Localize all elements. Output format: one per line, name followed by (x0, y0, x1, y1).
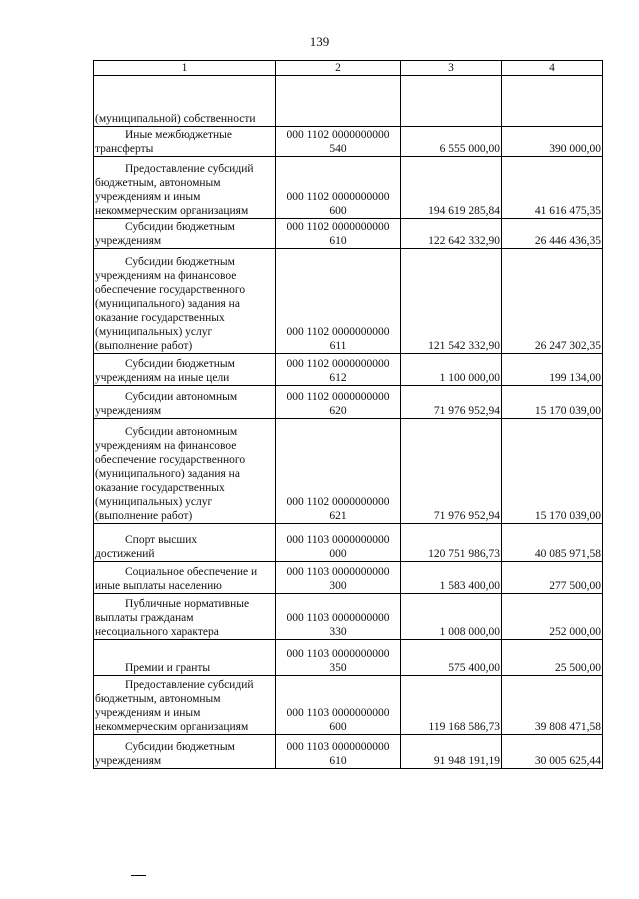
row-code-cell (276, 524, 401, 562)
row-value-col3 (401, 76, 502, 127)
row-name-line: учреждениям (95, 405, 162, 417)
row-name-line: бюджетным, автономным (95, 177, 221, 189)
row-code-cell (276, 127, 401, 157)
expense-type-code: 600 (329, 205, 347, 217)
table-row (94, 386, 603, 419)
row-name-line: несоциального характера (95, 626, 219, 638)
column-header-3: 3 (401, 61, 502, 76)
row-value-col4: 25 500,00 (502, 640, 603, 676)
expense-type-code: 610 (329, 755, 347, 767)
row-code-cell (276, 419, 401, 524)
row-value-col4: 30 005 625,44 (502, 735, 603, 769)
row-name-cell (94, 157, 276, 219)
table-row (94, 219, 603, 249)
row-value-col3: 194 619 285,84 (401, 157, 502, 219)
row-code-cell (276, 157, 401, 219)
expense-type-code: 000 (329, 548, 347, 560)
table-row (94, 524, 603, 562)
row-name-line: (выполнение работ) (95, 510, 193, 522)
row-name-cell (94, 562, 276, 594)
row-value-col3: 71 976 952,94 (401, 419, 502, 524)
row-name-line: учреждениям (95, 755, 162, 767)
row-value-col3: 120 751 986,73 (401, 524, 502, 562)
row-code-cell (276, 219, 401, 249)
table-row (94, 735, 603, 769)
expense-type-code: 612 (329, 372, 347, 384)
row-name-cell (94, 354, 276, 386)
table-row (94, 419, 603, 524)
expense-type-code: 610 (329, 235, 347, 247)
expense-type-code: 620 (329, 405, 347, 417)
table-row (94, 640, 603, 676)
row-name-line: достижений (95, 548, 155, 560)
footer-dash (131, 875, 146, 876)
row-name-cell (94, 219, 276, 249)
row-name-line: учреждениям и иным (95, 707, 201, 719)
row-name-line: оказание государственных (95, 482, 225, 494)
table-row (94, 127, 603, 157)
row-value-col4: 277 500,00 (502, 562, 603, 594)
row-name-line: (выполнение работ) (95, 340, 193, 352)
row-name-line: (муниципальной) собственности (95, 113, 256, 125)
table-row (94, 157, 603, 219)
row-name-line: Предоставление субсидий (125, 679, 254, 691)
row-name-line: (муниципальных) услуг (95, 496, 213, 508)
budget-code: 000 1102 0000000000 (286, 129, 390, 141)
budget-code: 000 1103 0000000000 (286, 612, 390, 624)
row-name-line: обеспечение государственного (95, 284, 246, 296)
table-row (94, 676, 603, 735)
row-code-cell (276, 594, 401, 640)
row-name-line: учреждениям на финансовое (95, 440, 237, 452)
column-header-1: 1 (94, 61, 276, 76)
row-value-col4: 26 446 436,35 (502, 219, 603, 249)
row-value-col3: 122 642 332,90 (401, 219, 502, 249)
row-name-cell (94, 386, 276, 419)
budget-code: 000 1102 0000000000 (286, 191, 390, 203)
row-name-line: Предоставление субсидий (125, 163, 254, 175)
table-row (94, 76, 603, 127)
row-name-line: учреждениям на финансовое (95, 270, 237, 282)
row-name-cell (94, 76, 276, 127)
row-name-cell (94, 524, 276, 562)
row-name-cell (94, 249, 276, 354)
expense-type-code: 621 (329, 510, 347, 522)
budget-table (93, 60, 603, 769)
budget-code: 000 1103 0000000000 (286, 534, 390, 546)
row-value-col3: 1 008 000,00 (401, 594, 502, 640)
row-name-line: Спорт высших (125, 534, 198, 546)
row-value-col3: 91 948 191,19 (401, 735, 502, 769)
expense-type-code: 330 (329, 626, 347, 638)
row-name-line: учреждениям (95, 235, 162, 247)
row-value-col3: 6 555 000,00 (401, 127, 502, 157)
row-name-line: Субсидии бюджетным (125, 256, 235, 268)
row-name-cell (94, 419, 276, 524)
row-name-line: Субсидии автономным (125, 391, 238, 403)
row-name-line: оказание государственных (95, 312, 225, 324)
row-name-line: Иные межбюджетные (125, 129, 232, 141)
budget-code: 000 1102 0000000000 (286, 358, 390, 370)
row-code-cell (276, 640, 401, 676)
row-value-col3: 121 542 332,90 (401, 249, 502, 354)
row-code-cell (276, 735, 401, 769)
row-code-cell (276, 386, 401, 419)
table-row (94, 594, 603, 640)
expense-type-code: 611 (329, 340, 347, 352)
row-value-col4: 26 247 302,35 (502, 249, 603, 354)
row-code-cell (276, 249, 401, 354)
row-name-cell (94, 640, 276, 676)
row-name-line: Премии и гранты (125, 662, 211, 674)
row-value-col4 (502, 76, 603, 127)
row-value-col3: 1 583 400,00 (401, 562, 502, 594)
expense-type-code: 350 (329, 662, 347, 674)
budget-code: 000 1103 0000000000 (286, 741, 390, 753)
row-name-line: учреждениям и иным (95, 191, 201, 203)
row-value-col4: 252 000,00 (502, 594, 603, 640)
row-value-col4: 390 000,00 (502, 127, 603, 157)
row-name-line: иные выплаты населению (95, 580, 222, 592)
table-row (94, 354, 603, 386)
expense-type-code: 300 (329, 580, 347, 592)
row-value-col4: 39 808 471,58 (502, 676, 603, 735)
budget-code: 000 1103 0000000000 (286, 707, 390, 719)
budget-code: 000 1102 0000000000 (286, 391, 390, 403)
row-name-line: (муниципальных) услуг (95, 326, 213, 338)
row-name-line: Субсидии бюджетным (125, 358, 235, 370)
row-value-col4: 40 085 971,58 (502, 524, 603, 562)
column-header-4: 4 (502, 61, 603, 76)
header-row (94, 61, 603, 76)
budget-code: 000 1102 0000000000 (286, 496, 390, 508)
row-name-line: Субсидии бюджетным (125, 221, 235, 233)
row-value-col4: 15 170 039,00 (502, 386, 603, 419)
row-code-cell (276, 676, 401, 735)
row-value-col4: 199 134,00 (502, 354, 603, 386)
row-name-cell (94, 127, 276, 157)
row-value-col3: 575 400,00 (401, 640, 502, 676)
row-name-line: трансферты (95, 143, 154, 155)
row-code-cell (276, 76, 401, 127)
row-value-col4: 41 616 475,35 (502, 157, 603, 219)
row-code-cell (276, 354, 401, 386)
row-name-cell (94, 594, 276, 640)
row-name-cell (94, 676, 276, 735)
row-name-line: Социальное обеспечение и (125, 566, 258, 578)
table-row (94, 562, 603, 594)
budget-code: 000 1102 0000000000 (286, 221, 390, 233)
budget-code: 000 1103 0000000000 (286, 648, 390, 660)
row-value-col3: 1 100 000,00 (401, 354, 502, 386)
row-name-line: Субсидии автономным (125, 426, 238, 438)
row-value-col3: 71 976 952,94 (401, 386, 502, 419)
table-row (94, 249, 603, 354)
row-name-line: бюджетным, автономным (95, 693, 221, 705)
budget-code: 000 1103 0000000000 (286, 566, 390, 578)
row-name-line: (муниципального) задания на (95, 468, 240, 480)
row-name-line: выплаты гражданам (95, 612, 194, 624)
budget-code: 000 1102 0000000000 (286, 326, 390, 338)
column-header-2: 2 (276, 61, 401, 76)
row-value-col3: 119 168 586,73 (401, 676, 502, 735)
page-number: 139 (309, 34, 330, 49)
row-name-line: некоммерческим организациям (95, 205, 249, 217)
row-code-cell (276, 562, 401, 594)
row-name-line: Субсидии бюджетным (125, 741, 235, 753)
row-name-line: (муниципального) задания на (95, 298, 240, 310)
row-name-line: Публичные нормативные (125, 598, 250, 610)
row-name-line: некоммерческим организациям (95, 721, 249, 733)
row-name-cell (94, 735, 276, 769)
expense-type-code: 600 (329, 721, 347, 733)
expense-type-code: 540 (329, 143, 347, 155)
row-value-col4: 15 170 039,00 (502, 419, 603, 524)
row-name-line: учреждениям на иные цели (95, 372, 230, 384)
row-name-line: обеспечение государственного (95, 454, 246, 466)
